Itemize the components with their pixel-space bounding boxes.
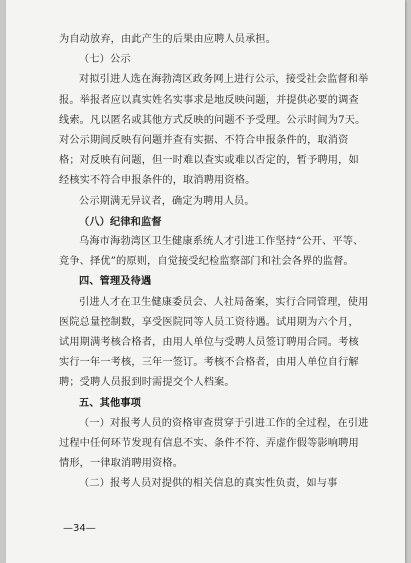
subheading-publicity: （七）公示	[79, 54, 131, 66]
heading-management: 四、管理及待遇	[79, 276, 152, 288]
paragraph-management: 引进人才在卫生健康委员会、人社局备案，实行合同管理，使用医院总量控制数，享受医院同等人员工资待遇。试用期为六个月，试用期满考核合格者，由用人单位与受聘人员签订聘用合同。考核实行一年一考核，三年一签订。考核不合格者，由用人单位自行解聘；受聘人员报到时需提交个人档案。	[59, 296, 369, 389]
paragraph-other-2: （二）报考人员对提供的相关信息的真实性负责，如与事	[79, 478, 338, 490]
page-body	[59, 30, 369, 495]
heading-other-matters: 五、其他事项	[79, 397, 142, 409]
paragraph-no-objection: 公示期满无异议者，确定为聘用人员。	[79, 195, 255, 207]
page-number: —34—	[63, 523, 96, 534]
paragraph-continuation: 为自动放弃，由此产生的后果由应聘人员承担。	[59, 34, 277, 45]
paragraph-other-1: （一）对报考人员的资格审查贯穿于引进工作的全过程，在引进过程中任何环节发现有信息不实、条件不符、弄虚作假等影响聘用情形，一律取消聘用资格。	[59, 417, 369, 470]
paragraph-discipline: 乌海市海勃湾区卫生健康系统人才引进工作坚持“公开、平等、竞争、择优”的原则，自觉接受纪检监察部门和社会各界的监督。	[59, 236, 364, 268]
subheading-discipline: （八）纪律和监督	[79, 215, 162, 228]
paragraph-publicity: 对拟引进人选在海勃湾区政务网上进行公示，接受社会监督和举报。举报者应以真实姓名实事求是地反映问题，并提供必要的调查线索。凡以匿名或其他方式反映的问题不予受理。公示时间为7天。对公示期间反映有问题并查有实据、不符合申报条件的，取消资格；对反映有问题，但一时难以查实或难以否定的，暂予聘用，如经核实不符合申报条件的，取消聘用资格。	[59, 74, 369, 187]
document-page	[6, 0, 405, 563]
